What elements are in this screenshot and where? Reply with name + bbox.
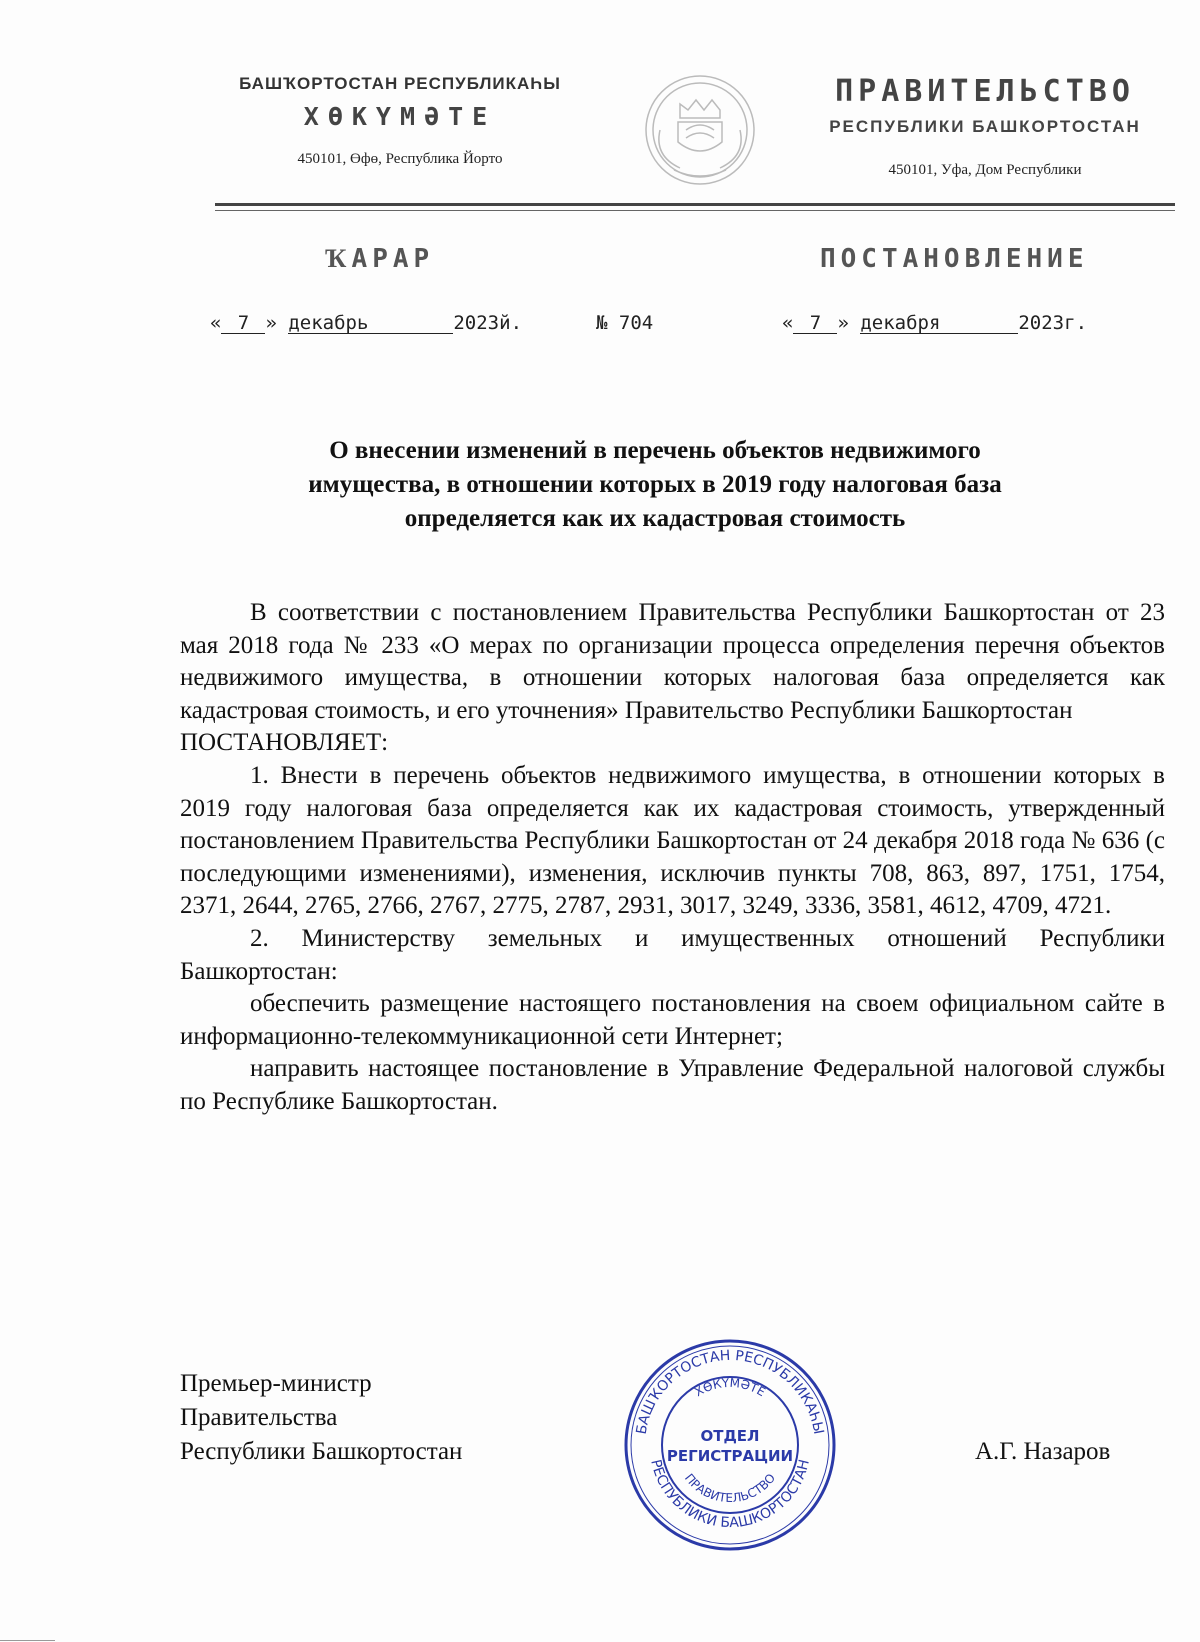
signature-position-line: Премьер-министр	[180, 1370, 372, 1397]
title-line: О внесении изменений в перечень объектов недвижимого	[329, 437, 981, 464]
body-paragraph-preamble: В соответствии с постановлением Правительства Республики Башкортостан от 23 мая 2018 года № 233 «О мерах по организации процесса определения перечня объектов недвижимого имущества, в отношении которых налоговая база определяется как кадастровая стоимость, и его уточнения» Правительство Республики Башкортостан	[180, 599, 1165, 724]
date-bashkir	[210, 312, 522, 334]
body-resolves-word: ПОСТАНОВЛЯЕТ:	[180, 729, 389, 757]
stamp-center-line-2: РЕГИСТРАЦИИ	[666, 1447, 794, 1465]
document-number: № 704	[596, 312, 654, 334]
stamp-outer-bottom-text: РЕСПУБЛИКИ БАШКОРТОСТАН	[647, 1457, 813, 1532]
margin-mark	[0, 1640, 55, 1641]
address-bashkir: 450101, Өфө, Республика Йорто	[297, 151, 503, 167]
doc-type-bashkir: ҠАРАР	[325, 244, 435, 274]
document-title	[190, 434, 1120, 536]
date-day: 7	[793, 313, 837, 334]
signer-name: А.Г. Назаров	[975, 1438, 1111, 1465]
signature-position	[180, 1367, 462, 1469]
date-suffix: г.	[1064, 312, 1088, 334]
date-close-quote: »	[837, 312, 849, 334]
body-paragraph-item-1: 1. Внести в перечень объектов недвижимого имущества, в отношении которых в 2019 году налоговая база определяется как их кадастровая стоимость, утвержденный постановлением Правительства Республики Башкортостан от 24 декабря 2018 года № 636 (с последующими изменениями), изменения, исключив пункты 708, 863, 897, 1751, 1754, 2371, 2644, 2765, 2766, 2767, 2775, 2787, 2931, 3017, 3249, 3336, 3581, 4612, 4709, 4721.	[180, 761, 1165, 920]
stamp-outer-text: БАШҠОРТОСТАН РЕСПУБЛИКАҺЫ	[633, 1347, 827, 1436]
org-name-bashkir: БАШҠОРТОСТАН РЕСПУБЛИКАҺЫ	[239, 74, 561, 93]
header-right	[790, 74, 1180, 179]
header-rule-thick	[215, 203, 1175, 206]
org-name-russian: ПРАВИТЕЛЬСТВО	[835, 74, 1135, 109]
stamp-center-line-1: ОТДЕЛ	[700, 1427, 760, 1445]
org-name-russian-sub: РЕСПУБЛИКИ БАШКОРТОСТАН	[829, 117, 1141, 136]
stamp-inner-top-text: ХӨКҮМӘТЕ	[692, 1375, 768, 1400]
date-day: 7	[221, 313, 265, 334]
stamp-inner-bottom-text: ПРАВИТЕЛЬСТВО	[681, 1470, 779, 1506]
date-year: 2023	[1018, 312, 1065, 334]
title-line: имущества, в отношении которых в 2019 году налоговая база	[308, 471, 1002, 498]
date-year: 2023	[453, 312, 500, 334]
doc-type-russian: ПОСТАНОВЛЕНИЕ	[820, 244, 1089, 274]
body-paragraph-subitem-send: направить настоящее постановление в Управление Федеральной налоговой службы по Республике Башкортостан.	[180, 1055, 1165, 1115]
date-month: декабря	[860, 313, 1018, 334]
date-open-quote: «	[782, 312, 794, 334]
header-rule-thin	[215, 210, 1175, 211]
date-month: декабрь	[288, 313, 453, 334]
document-body	[180, 597, 1165, 1119]
org-name-bashkir-government: ХӨКҮМӘТЕ	[303, 102, 497, 131]
title-line: определяется как их кадастровая стоимость	[404, 505, 906, 532]
address-russian: 450101, Уфа, Дом Республики	[888, 162, 1082, 178]
date-suffix: й.	[499, 312, 523, 334]
signature-position-line: Республики Башкортостан	[180, 1438, 463, 1465]
date-open-quote: «	[210, 312, 222, 334]
date-russian	[782, 312, 1087, 334]
body-paragraph-item-2: 2. Министерству земельных и имущественных отношений Республики Башкортостан:	[180, 924, 1165, 985]
registration-stamp	[620, 1335, 840, 1555]
body-paragraph-subitem-publish: обеспечить размещение настоящего постановления на своем официальном сайте в информационно-телекоммуникационной сети Интернет;	[180, 990, 1165, 1050]
signature-position-line: Правительства	[180, 1404, 338, 1431]
coat-of-arms-emblem	[640, 70, 760, 190]
date-close-quote: »	[265, 312, 277, 334]
header-left	[205, 74, 595, 168]
